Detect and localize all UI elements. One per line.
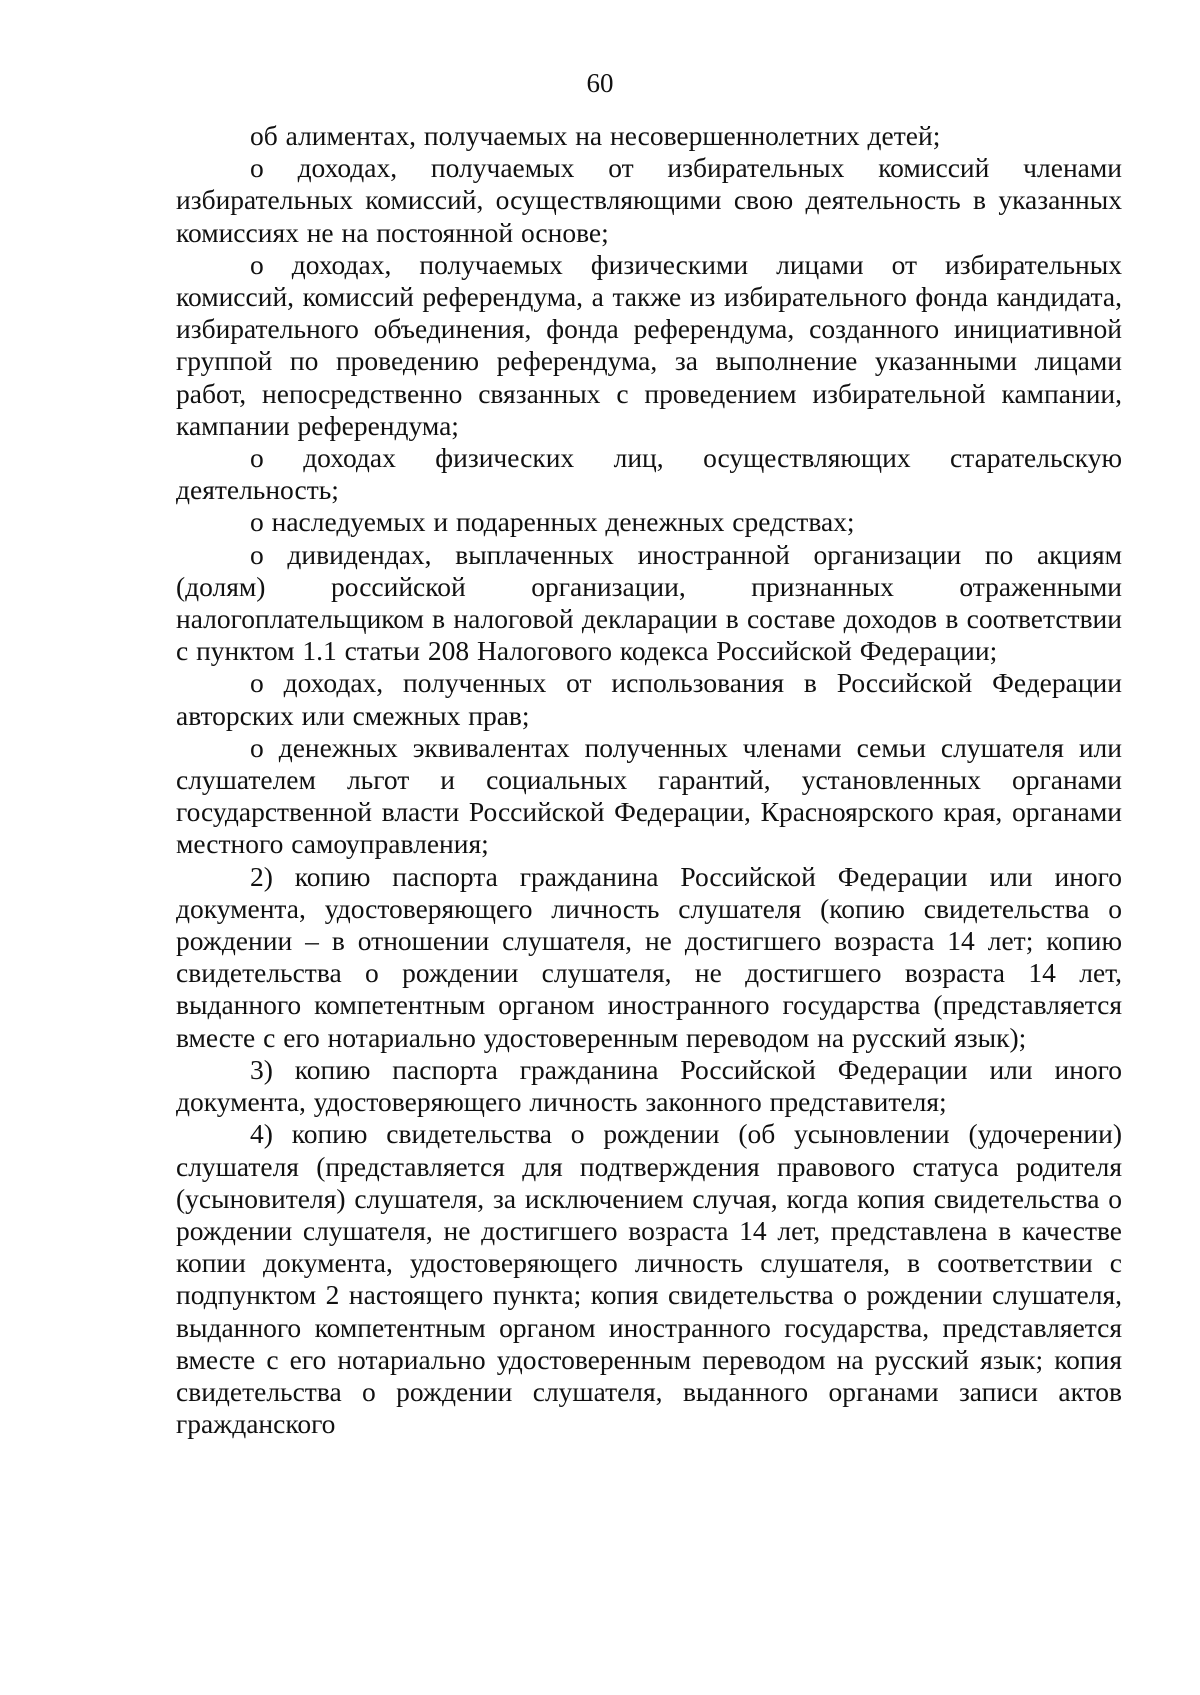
paragraph-item-3-representative-passport: 3) копию паспорта гражданина Российской Федерации или иного документа, удостоверяющего личность законного представителя; — [176, 1053, 1122, 1118]
paragraph-inherited-funds: о наследуемых и подаренных денежных средствах; — [250, 506, 855, 538]
paragraph-item-4-birth-certificate: 4) копию свидетельства о рождении (об усыновлении (удочерении) слушателя (представляется для подтверждения правового статуса родителя (усыновителя) слушателя, за исключением случая, когда копия свидетельства о рождении слушателя, не достигшего возраста 14 лет, представлена в качестве копии документа, удостоверяющего личность слушателя, в соответствии с подпунктом 2 настоящего пункта; копия свидетельства о рождении слушателя, выданного компетентным органом иностранного государства, представляется вместе с его нотариально удостоверенным переводом на русский язык; копия свидетельства о рождении слушателя, выданного органами записи актов гражданского — [176, 1118, 1122, 1440]
paragraph-prospecting-income: о доходах физических лиц, осуществляющих старательскую деятельность; — [176, 442, 1122, 506]
paragraph-election-commission-income: о доходах, получаемых от избирательных комиссий членами избирательных комиссий, осуществляющими свою деятельность в указанных комиссиях не на постоянной основе; — [176, 152, 1122, 248]
paragraph-alimony: об алиментах, получаемых на несовершеннолетних детей; — [250, 120, 941, 151]
page-number: 60 — [586, 68, 614, 98]
paragraph-individuals-commission-income: о доходах, получаемых физическими лицами от избирательных комиссий, комиссий референдума, а также из избирательного фонда кандидата, избирательного объединения, фонда референдума, созданного инициативной группой по проведению референдума, за выполнение указанными лицами работ, непосредственно связанных с проведением избирательной кампании, кампании референдума; — [176, 248, 1122, 441]
paragraph-monetary-equivalents: о денежных эквивалентах полученных членами семьи слушателя или слушателем льгот и социальных гарантий, установленных органами государственной власти Российской Федерации, Красноярского края, органами местного самоуправления; — [176, 731, 1122, 860]
document-body — [176, 120, 1122, 1440]
paragraph-copyright-income: о доходах, полученных от использования в Российской Федерации авторских или смежных прав; — [176, 667, 1122, 731]
paragraph-dividends: о дивидендах, выплаченных иностранной организации по акциям (долям) российской организации, признанных отраженными налогоплательщиком в налоговой декларации в составе доходов в соответствии с пунктом 1.1 статьи 208 Налогового кодекса Российской Федерации; — [176, 538, 1122, 667]
paragraph-item-2-passport-copy: 2) копию паспорта гражданина Российской Федерации или иного документа, удостоверяющего личность слушателя (копию свидетельства о рождении – в отношении слушателя, не достигшего возраста 14 лет; копию свидетельства о рождении слушателя, не достигшего возраста 14 лет, выданного компетентным органом иностранного государства (представляется вместе с его нотариально удостоверенным переводом на русский язык); — [176, 860, 1122, 1053]
